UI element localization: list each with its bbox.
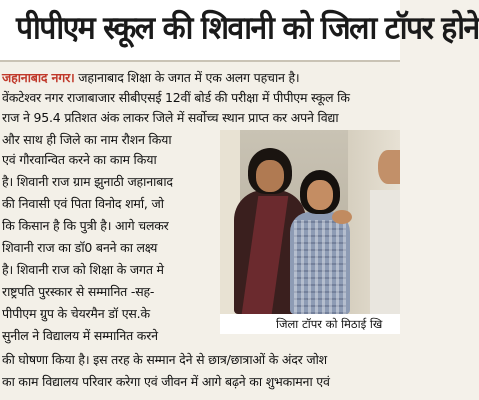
article-line-14: की घोषणा किया है। इस तरह के सम्मान देने से छात्र/छात्राओं के अंदर जोश [2, 352, 327, 367]
article-line-9: शिवानी राज का डॉ0 बनने का लक्ष्य [2, 240, 158, 255]
article-line-11: राष्ट्रपति पुरस्कार से सम्मानित -सह- [2, 284, 155, 299]
man-face [378, 150, 400, 184]
article-line-6: है। शिवानी राज ग्राम झुनाठी जहानाबाद [2, 174, 173, 189]
photo-caption: जिला टॉपर को मिठाई खि [220, 314, 400, 334]
article-line-3: राज ने 95.4 प्रतिशत अंक लाकर जिले में सर्वोच्च स्थान प्राप्त कर अपने विद्या [2, 110, 339, 125]
girl-shirt [294, 220, 346, 314]
woman-face [256, 160, 284, 192]
article-line-12: पीपीएम ग्रुप के चेयरमैन डॉ एस.के [2, 306, 150, 321]
headline-divider [0, 60, 400, 62]
article-line-8: कि किसान है कि पुत्री है। आगे चलकर [2, 218, 169, 233]
headline: पीपीएम स्कूल की शिवानी को जिला टॉपर होने [0, 0, 400, 62]
article-line-5: एवं गौरवान्वित करने का काम किया [2, 152, 157, 167]
hand-feeding-sweet [332, 210, 352, 224]
article-line-7: की निवासी एवं पिता विनोद शर्मा, जो [2, 196, 164, 211]
article-line-4: और साथ ही जिले का नाम रौशन किया [2, 132, 172, 147]
dateline: जहानाबाद नगर। [2, 70, 75, 85]
article-text: जहानाबाद शिक्षा के जगत में एक अलग पहचान है। [74, 70, 300, 85]
article-line-1 [2, 68, 398, 88]
article-line-13: सुनील ने विद्यालय में सम्मानित करने [2, 328, 158, 343]
article-line-15: का काम विद्यालय परिवार करेगा एवं जीवन में आगे बढ़ने का शुभकामना एवं [2, 374, 330, 389]
article-line-10: है। शिवानी राज को शिक्षा के जगत मे [2, 262, 164, 277]
girl-face [307, 180, 333, 210]
article-line-2: वेंकटेश्वर नगर राजाबाजार सीबीएसई 12वीं बोर्ड की परीक्षा में पीपीएम स्कूल कि [2, 90, 350, 105]
news-photo [220, 130, 400, 314]
man-figure [370, 190, 400, 314]
